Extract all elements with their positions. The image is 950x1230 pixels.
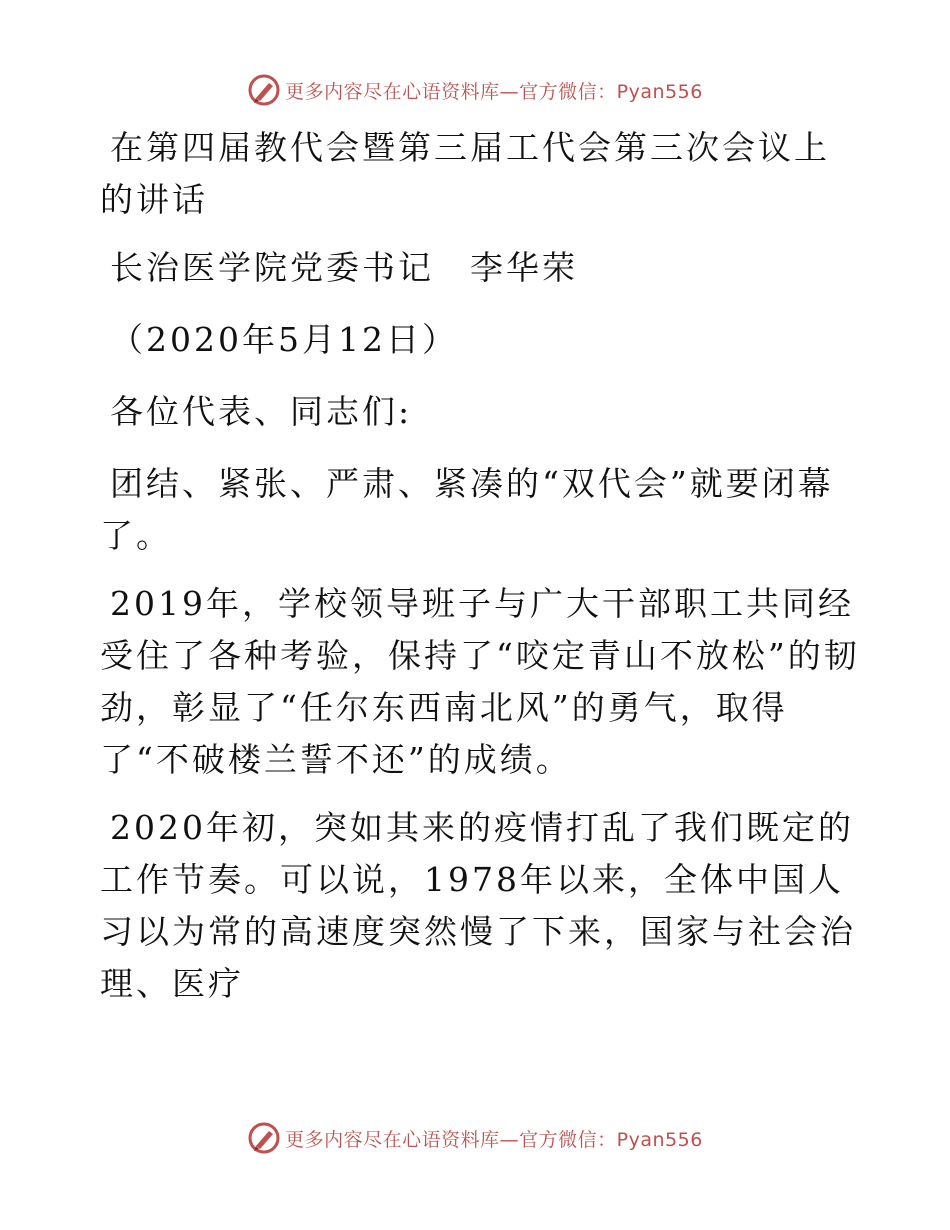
salutation: 各位代表、同志们:: [110, 392, 413, 431]
watermark-header: [0, 70, 950, 110]
speaker-line: 长治医学院党委书记 李华荣: [110, 248, 578, 287]
paragraph: 2020年初，突如其来的疫情打乱了我们既定的工作节奏。可以说，1978年以来，全体中国人习以为常的高速度突然慢了下来，国家与社会治理、医疗: [100, 808, 856, 1003]
pen-logo-icon: [247, 73, 281, 107]
document-body: [100, 122, 860, 1030]
document-title: 在第四届教代会暨第三届工代会第三次会议上的讲话: [100, 128, 830, 219]
watermark-text: 更多内容尽在心语资料库—官方微信：Pyan556: [285, 80, 703, 103]
watermark-footer: [0, 1118, 950, 1158]
watermark-text: 更多内容尽在心语资料库—官方微信：Pyan556: [285, 1128, 703, 1151]
date-line: （2020年5月12日）: [110, 320, 458, 359]
pen-logo-icon: [247, 1121, 281, 1155]
paragraph: 2019年，学校领导班子与广大干部职工共同经受住了各种考验，保持了“咬定青山不放松”的韧劲，彰显了“任尔东西南北风”的勇气，取得了“不破楼兰誓不还”的成绩。: [100, 584, 860, 779]
paragraph: 团结、紧张、严肃、紧凑的“双代会”就要闭幕了。: [100, 464, 834, 555]
